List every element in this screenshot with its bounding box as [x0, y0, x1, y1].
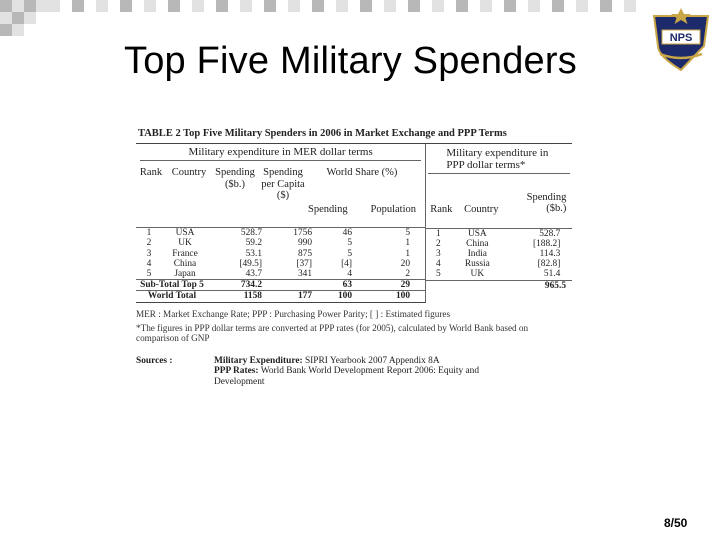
checker-cell [360, 0, 372, 12]
col-spending: Spending ($b.) [215, 167, 255, 190]
mer-spending-cell: [49.5] [239, 258, 262, 269]
mer-rank-cell: 1 [146, 228, 152, 239]
ppp-country-cell: USA [467, 228, 487, 239]
ppp-column-headers [426, 174, 572, 229]
ppp-table-row [426, 229, 572, 239]
ppp-country-cell: China [466, 238, 489, 249]
checker-cell [0, 12, 12, 24]
ppp-band-line1: Military expenditure in [446, 146, 549, 159]
col-share-spending: Spending [308, 203, 348, 215]
mer-table-row [136, 228, 425, 238]
ppp-band-header [428, 144, 570, 174]
mer-table-row [136, 269, 425, 279]
table-caption: TABLE 2 Top Five Military Spenders in 2006 in Market Exchange and PPP Terms [138, 128, 507, 139]
mer-per-capita-cell: 341 [297, 268, 312, 279]
checker-cell [408, 0, 420, 12]
mer-per-capita-cell: 990 [297, 238, 312, 249]
checker-cell [12, 24, 24, 36]
world-total-share-spending: 100 [337, 291, 352, 302]
mer-country-cell: UK [178, 238, 192, 249]
subtotal-share-spending: 63 [342, 280, 352, 291]
mer-share-spending-cell: 5 [347, 238, 352, 249]
world-total-label: World Total [147, 291, 197, 302]
mer-band-header: Military expenditure in MER dollar terms [140, 144, 421, 162]
ppp-country-cell: Russia [464, 259, 490, 270]
ppp-section [425, 144, 572, 303]
checker-cell [48, 0, 60, 12]
mer-rank-cell: 3 [146, 248, 152, 259]
embedded-table-document [136, 128, 572, 388]
mer-rank-cell: 4 [146, 258, 152, 269]
col-world-share [308, 161, 416, 227]
mer-share-spending-cell: 46 [342, 228, 352, 239]
checker-cell [264, 0, 276, 12]
col-rank: Rank [139, 167, 163, 179]
source-ppp [214, 366, 514, 387]
checker-cell [432, 0, 444, 12]
source-military [214, 356, 514, 367]
mer-spending-cell: 59.2 [245, 238, 262, 249]
sources-body [214, 356, 514, 388]
mer-country-cell: France [172, 248, 198, 259]
checker-cell [384, 0, 396, 12]
subtotal-spending: 734.2 [240, 280, 262, 291]
checker-cell [216, 0, 228, 12]
ppp-col-country: Country [464, 203, 499, 215]
ppp-col-rank: Rank [430, 203, 453, 215]
world-total-row [136, 290, 425, 302]
sources-block [136, 356, 572, 388]
checker-cell [12, 0, 24, 12]
checker-cell [24, 0, 36, 12]
ppp-rank-cell: 2 [435, 238, 441, 249]
col-country: Country [171, 167, 207, 179]
ppp-footnote: *The figures in PPP dollar terms are converted at PPP rates (for 2005), calculated by World Bank based on comparison of GNP [136, 322, 529, 344]
spenders-table [136, 143, 572, 303]
world-total-share-population: 100 [395, 291, 410, 302]
checker-cell [144, 0, 156, 12]
ppp-rank-cell: 3 [435, 248, 441, 259]
checker-cell [72, 0, 84, 12]
sources-label: Sources : [136, 355, 173, 366]
emblem-text: NPS [669, 32, 693, 44]
mer-table-row [136, 238, 425, 248]
checker-cell [312, 0, 324, 12]
mer-share-population-cell: 2 [405, 268, 410, 279]
checker-cell [0, 0, 12, 12]
checker-cell [336, 0, 348, 12]
mer-country-cell: USA [175, 228, 195, 239]
world-share-subheaders [308, 204, 416, 216]
checker-cell [456, 0, 468, 12]
header-checker-pattern [0, 0, 720, 34]
source-ppp-text: World Bank World Development Report 2006: Equity and Development [214, 366, 480, 387]
subtotal-share-population: 29 [400, 280, 410, 291]
checker-cell [288, 0, 300, 12]
checker-cell [576, 0, 588, 12]
source-military-label: Military Expenditure: [214, 355, 303, 366]
ppp-subtotal-row [426, 280, 572, 291]
ppp-spending-cell: 51.4 [543, 269, 561, 280]
ppp-table-row [426, 269, 572, 279]
checker-cell [36, 0, 48, 12]
mer-share-spending-cell: 4 [347, 268, 352, 279]
mer-share-population-cell: 20 [400, 258, 410, 269]
mer-spending-cell: 53.1 [245, 248, 262, 259]
ppp-table-row [426, 259, 572, 269]
mer-share-spending-cell: 5 [347, 248, 352, 259]
ppp-spending-cell: 114.3 [539, 248, 561, 259]
mer-per-capita-cell: 875 [297, 248, 312, 259]
mer-rank-cell: 5 [146, 268, 152, 279]
ppp-rank-cell: 5 [435, 269, 441, 280]
mer-share-population-cell: 1 [405, 238, 410, 249]
checker-cell [552, 0, 564, 12]
world-total-spending: 1158 [243, 291, 262, 302]
mer-section [136, 144, 425, 303]
mer-per-capita-cell: 1756 [293, 228, 312, 239]
mer-spending-cell: 43.7 [245, 268, 262, 279]
abbreviations-note: MER : Market Exchange Rate; PPP : Purchasing Power Parity; [ ] : Estimated figures [136, 308, 451, 319]
col-world-share-title: World Share (%) [326, 167, 398, 179]
nps-emblem-logo [646, 6, 716, 72]
checker-cell [24, 12, 36, 24]
ppp-rank-cell: 4 [435, 259, 441, 270]
checker-cell [480, 0, 492, 12]
checker-cell [168, 0, 180, 12]
checker-cell [600, 0, 612, 12]
checker-cell [504, 0, 516, 12]
mer-column-headers [136, 161, 425, 228]
mer-share-population-cell: 5 [405, 228, 410, 239]
ppp-rank-cell: 1 [435, 228, 441, 239]
col-per-capita: Spending per Capita ($) [261, 167, 305, 202]
ppp-country-cell: India [467, 248, 487, 259]
mer-totals [136, 279, 425, 302]
source-ppp-label: PPP Rates: [214, 366, 259, 377]
table-notes [136, 309, 572, 344]
checker-cell [240, 0, 252, 12]
subtotal-row [136, 279, 425, 290]
checker-cell [0, 24, 12, 36]
ppp-rows [426, 229, 572, 280]
ppp-subtotal-spending: 965.5 [544, 280, 566, 291]
page-number: 8/50 [664, 516, 688, 530]
ppp-spending-cell: 528.7 [539, 228, 561, 239]
ppp-band-line2: PPP dollar terms* [446, 158, 526, 171]
col-share-population: Population [370, 203, 416, 215]
ppp-col-spending: Spending ($b.) [526, 191, 567, 215]
mer-share-spending-cell: [4] [341, 258, 352, 269]
mer-country-cell: Japan [174, 268, 196, 279]
subtotal-label: Sub-Total Top 5 [140, 280, 204, 291]
ppp-country-cell: UK [470, 269, 485, 280]
mer-per-capita-cell: [37] [296, 258, 312, 269]
ppp-totals [426, 280, 572, 291]
world-total-per-capita: 177 [297, 291, 312, 302]
checker-cell [528, 0, 540, 12]
checker-cell [120, 0, 132, 12]
ppp-spending-cell: [188.2] [532, 238, 561, 249]
mer-share-population-cell: 1 [405, 248, 410, 259]
mer-table-row [136, 259, 425, 269]
ppp-table-row [426, 239, 572, 249]
mer-rank-cell: 2 [146, 238, 152, 249]
source-military-text: SIPRI Yearbook 2007 Appendix 8A [304, 355, 440, 366]
ppp-spending-cell: [82.8] [537, 259, 561, 270]
ppp-table-row [426, 249, 572, 259]
subtotal-per-capita [266, 280, 316, 290]
checker-cell [12, 12, 24, 24]
slide-title: Top Five Military Spenders [124, 40, 577, 82]
mer-country-cell: China [173, 258, 197, 269]
checker-cell [192, 0, 204, 12]
checker-cell [96, 0, 108, 12]
checker-cell [624, 0, 636, 12]
mer-table-row [136, 249, 425, 259]
mer-rows [136, 228, 425, 279]
mer-spending-cell: 528.7 [240, 228, 262, 239]
